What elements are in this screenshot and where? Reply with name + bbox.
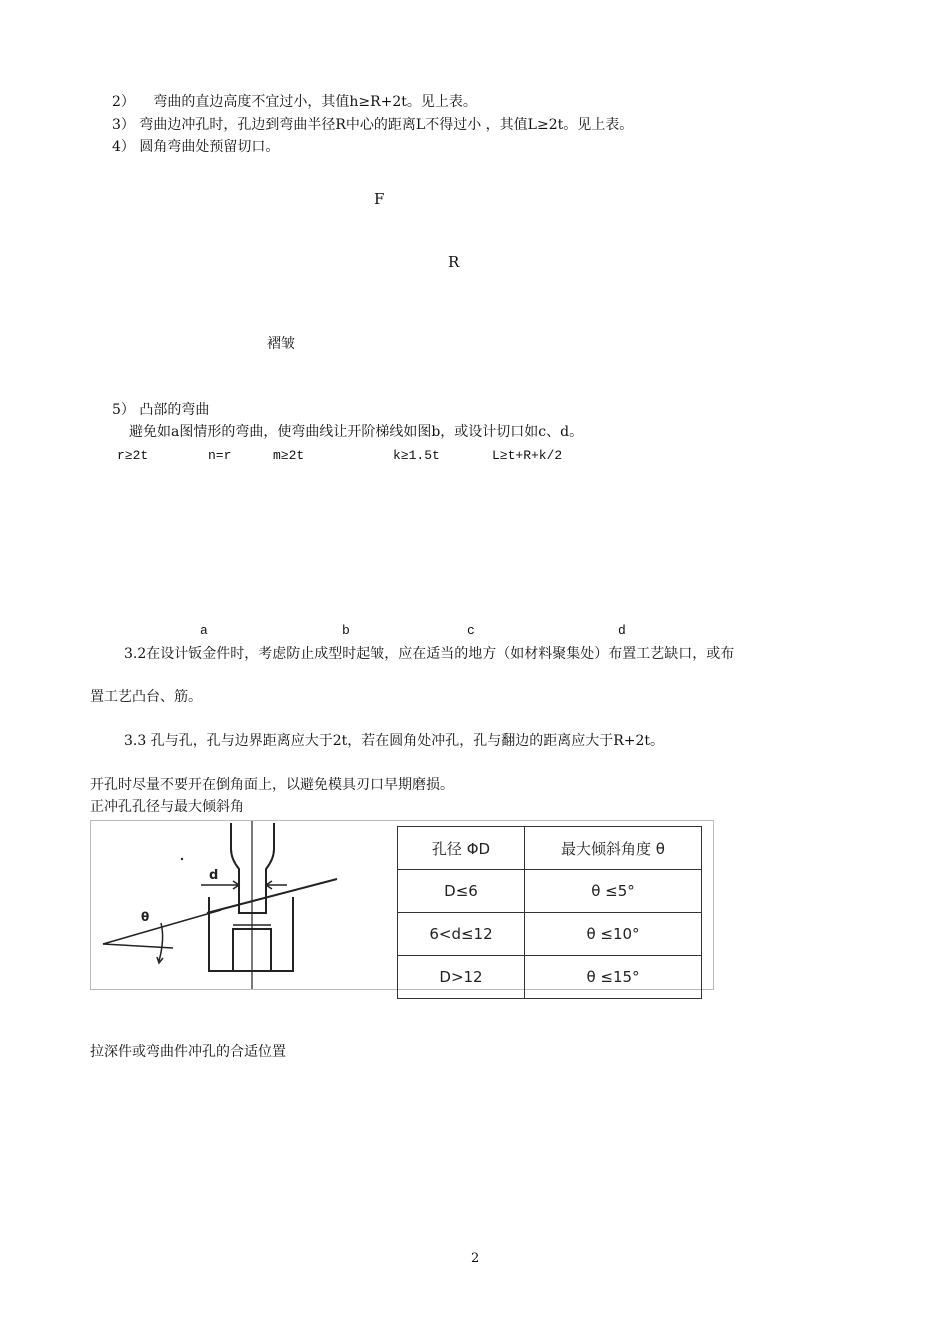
figure1-label-f: F [374,190,385,208]
paragraph-chamfer: 开孔时尽量不要开在倒角面上，以避免模具刃口早期磨损。 [90,777,454,793]
formula-4: k≥1.5t [393,448,440,463]
stray-dot [181,858,183,860]
table-cell: D≤6 [398,870,525,913]
item-2 [112,93,477,111]
formula-2: n=r [208,448,232,463]
table-cell: θ ≤5° [525,870,702,913]
item-3-text: 弯曲边冲孔时，孔边到弯曲半径R中心的距离L不得过小 ，其值L≥2t。见上表。 [139,117,634,133]
die-outline [209,897,293,971]
item-2-number: 2） [112,94,135,110]
item-5-text: 避免如a图情形的弯曲，使弯曲线让开阶梯线如图b，或设计切口如c、d。 [129,424,584,440]
header-hole-diameter: 孔径 ΦD [398,827,525,870]
page-number: 2 [471,1251,480,1266]
figure1-label-r: R [448,253,460,271]
theta-label: θ [141,910,150,924]
punch-figure-box [90,820,714,990]
formula-5: L≥t+R+k/2 [492,448,563,463]
table-row [398,913,702,956]
inclined-sheet [207,879,337,913]
table-header-row [398,827,702,870]
item-2-text: 弯曲的直边高度不宜过小，其值h≥R+2t。见上表。 [153,94,477,110]
table-cell: 6<d≤12 [398,913,525,956]
item-5-number: 5） [112,402,135,418]
item-4 [112,138,279,156]
table-row [398,870,702,913]
figure2-label-a: a [200,623,208,638]
paragraph-3-2-line1: 3.2在设计钣金件时，考虑防止成型时起皱，应在适当的地方（如材料聚集处）布置工艺缺口，或布 [124,646,735,662]
item-3 [112,116,633,134]
deep-drawing-caption: 拉深件或弯曲件冲孔的合适位置 [90,1044,286,1060]
item-5 [112,401,209,419]
formula-1: r≥2t [117,448,149,463]
table-cell: D>12 [398,956,525,999]
angle-arc [159,923,163,961]
paragraph-3-3: 3.3 孔与孔，孔与边界距离应大于2t，若在圆角处冲孔，孔与翻边的距离应大于R+2t。 [124,733,665,749]
figure1-label-wrinkle: 褶皱 [267,336,295,352]
figure2-label-b: b [342,623,350,638]
table-cell: θ ≤15° [525,956,702,999]
figure2-label-c: c [467,623,475,638]
figure2-label-d: d [618,623,626,638]
header-max-angle: 最大倾斜角度 θ [525,827,702,870]
table-row [398,956,702,999]
item-5-title: 凸部的弯曲 [139,402,210,418]
d-label: d [209,868,219,883]
tilt-angle-table [397,826,702,999]
punch-caption: 正冲孔孔径与最大倾斜角 [90,799,244,815]
punch-tilt-diagram [91,821,391,989]
item-3-number: 3） [112,117,135,133]
item-4-number: 4） [112,139,135,155]
formula-3: m≥2t [273,448,305,463]
item-4-text: 圆角弯曲处预留切口。 [139,139,280,155]
paragraph-3-2-line2: 置工艺凸台、筋。 [90,689,202,705]
table-cell: θ ≤10° [525,913,702,956]
